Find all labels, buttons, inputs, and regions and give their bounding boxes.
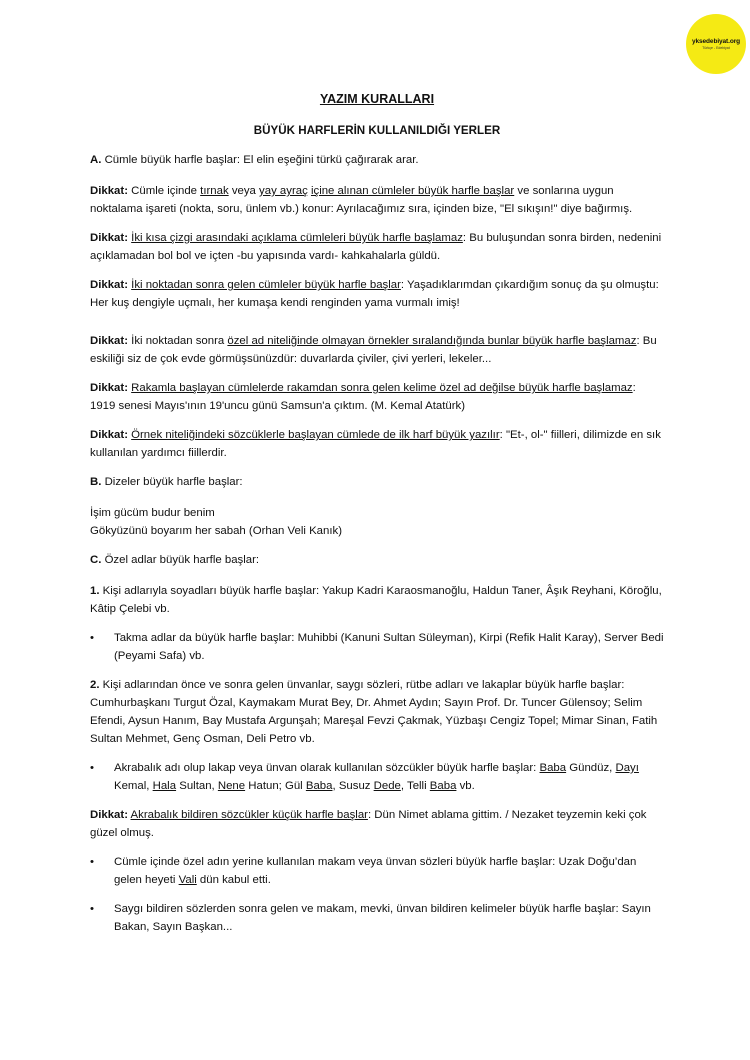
bullet-item	[90, 759, 664, 795]
bullet-underline: Baba	[539, 762, 567, 774]
rule-a-text: Cümle büyük harfle başlar: El elin eşeğini türkü çağırarak arar.	[101, 154, 419, 166]
bullet-text: , Telli	[400, 780, 430, 792]
dikkat-label: Dikkat:	[90, 429, 128, 441]
logo-subtitle: Türkçe - Edebiyat	[702, 45, 730, 50]
dikkat-1-text: veya	[228, 185, 260, 197]
bullet-text: Kemal,	[114, 780, 153, 792]
dikkat-label: Dikkat:	[90, 335, 128, 347]
dikkat-3-text: : Yaşadıklarımdan çıkardığım sonuç da şu olmuştu: Her kuş dengiyle uçmalı, her kumaşa kendi renginden yama vurmalı imiş!	[90, 279, 659, 309]
dikkat-1-text: Cümle içinde	[127, 185, 201, 197]
dikkat-label: Dikkat:	[90, 279, 128, 291]
bullet-item	[90, 629, 664, 665]
dikkat-4-underline: özel ad niteliğinde olmayan örnekler sıralandığında bunlar büyük harfle başlamaz	[227, 335, 637, 347]
site-logo	[686, 14, 746, 74]
dikkat-7-underline: Akrabalık bildiren sözcükler küçük harfle başlar	[130, 809, 368, 821]
bullet-item	[90, 853, 664, 889]
bullet-text: Takma adlar da büyük harfle başlar: Muhibbi (Kanuni Sultan Süleyman), Kirpi (Refik Halit Karay), Server Bedi (Peyami Safa) vb.	[114, 632, 664, 662]
dikkat-label: Dikkat:	[90, 809, 128, 821]
bullet-text: vb.	[456, 780, 475, 792]
bullet-text: Cümle içinde özel adın yerine kullanılan makam veya ünvan sözleri büyük harfle başlar: Uzak Doğu’dan gelen heyeti	[114, 856, 637, 886]
dikkat-5-underline: Rakamla başlayan cümlelerde rakamdan sonra gelen kelime özel ad değilse büyük harfle başlamaz	[131, 382, 633, 394]
dikkat-2-underline: İki kısa çizgi arasındaki açıklama cümleleri büyük harfle başlamaz	[131, 232, 463, 244]
bullet-underline: Dayı	[615, 762, 639, 774]
bullet-text: Saygı bildiren sözlerden sonra gelen ve makam, mevki, ünvan bildiren kelimeler büyük harfle başlar: Sayın Bakan, Sayın Başkan...	[114, 903, 651, 933]
rule-a	[90, 151, 664, 169]
rule-c	[90, 551, 664, 569]
bullet-underline: Vali	[178, 874, 197, 886]
rule-c-2-text: Kişi adlarından önce ve sonra gelen ünvanlar, saygı sözleri, rütbe adları ve lakaplar büyük harfle başlar: Cumhurbaşkanı Turgut Özal, Kaymakam Murat Bey, Dr. Ahmet Aydın; Sayın Prof. Dr. Tuncer Gülensoy; Selim Efendi, Aysun Hanım, Bay Mustafa Argunşah; Mareşal Fevzi Çakmak, Yüzbaşı Cengiz Topel; Mimar Sinan, Fatih Sultan Mehmet, Genç Osman, Deli Petro vb.	[90, 679, 658, 745]
dikkat-1-underline: yay ayraç	[259, 185, 308, 197]
dikkat-5	[90, 379, 664, 415]
dikkat-3-underline: İki noktadan sonra gelen cümleler büyük harfle başlar	[131, 279, 401, 291]
dikkat-6-underline: Örnek niteliğindeki sözcüklerle başlayan cümlede de ilk harf büyük yazılır	[131, 429, 500, 441]
rule-a-label: A.	[90, 154, 102, 166]
bullet-dot: •	[90, 632, 94, 644]
bullet-text: dün kabul etti.	[196, 874, 271, 886]
rule-b-text: Dizeler büyük harfle başlar:	[101, 476, 243, 488]
poem-lines	[90, 504, 664, 540]
dikkat-label: Dikkat:	[90, 232, 128, 244]
rule-c-1-text: Kişi adlarıyla soyadları büyük harfle başlar: Yakup Kadri Karaosmanoğlu, Haldun Taner, Âşık Reyhani, Köroğlu, Kâtip Çelebi vb.	[90, 585, 662, 615]
dikkat-4-text: : Bu eskiliği siz de çok evde görmüşsünüzdür: duvarlarda çiviler, çivi yerleri, lekeler...	[90, 335, 657, 365]
bullet-text: Gündüz,	[566, 762, 616, 774]
logo-site-name: yksedebiyat.org	[692, 37, 740, 45]
dikkat-4	[90, 332, 664, 368]
rule-c-2	[90, 676, 664, 748]
rule-c-text: Özel adlar büyük harfle başlar:	[101, 554, 260, 566]
bullet-underline: Baba	[305, 780, 333, 792]
rule-b-label: B.	[90, 476, 102, 488]
bullet-item	[90, 900, 664, 936]
bullet-dot: •	[90, 762, 94, 774]
poem-line-2: Gökyüzünü boyarım her sabah (Orhan Veli Kanık)	[90, 525, 342, 537]
rule-c-2-label: 2.	[90, 679, 100, 691]
bullet-text: Akrabalık adı olup lakap veya ünvan olarak kullanılan sözcükler büyük harfle başlar:	[114, 762, 540, 774]
section-heading: BÜYÜK HARFLERİN KULLANILDIĞI YERLER	[253, 124, 501, 137]
dikkat-7-text: : Dün Nimet ablama gittim. / Nezaket teyzemin keki çok güzel olmuş.	[90, 809, 647, 839]
bullet-text: , Susuz	[332, 780, 374, 792]
bullet-dot: •	[90, 903, 94, 915]
dikkat-6	[90, 426, 664, 462]
rule-c-label: C.	[90, 554, 102, 566]
document-title: YAZIM KURALLARI	[319, 92, 435, 106]
dikkat-2-text: : Bu buluşundan sonra birden, nedenini açıklamadan bol bol ve içten -bu yapısında vardı- kahkahalarla güldü.	[90, 232, 662, 262]
dikkat-1-underline: içine alınan cümleler büyük harfle başlar	[310, 185, 515, 197]
rule-c-1-label: 1.	[90, 585, 100, 597]
rule-c-1	[90, 582, 664, 618]
dikkat-3	[90, 276, 664, 312]
bullet-text: Hatun; Gül	[245, 780, 306, 792]
dikkat-label: Dikkat:	[90, 382, 128, 394]
bullet-underline: Baba	[429, 780, 457, 792]
dikkat-7	[90, 806, 664, 842]
dikkat-6-text: : "Et-, ol-" fiilleri, dilimizde en sık kullanılan yardımcı fiillerdir.	[90, 429, 661, 459]
poem-line-1: İşim gücüm budur benim	[90, 507, 215, 519]
dikkat-1-text: ve sonlarına uygun noktalama işareti (nokta, soru, ünlem vb.) konur: Ayrılacağımız sıra, içinden bize, "El sıkışın!" diye bağırmış.	[90, 185, 633, 215]
dikkat-2	[90, 229, 664, 265]
bullet-underline: Nene	[217, 780, 246, 792]
bullet-dot: •	[90, 856, 94, 868]
rule-b	[90, 473, 664, 491]
dikkat-4-text: İki noktadan sonra	[127, 335, 228, 347]
bullet-text: Sultan,	[176, 780, 218, 792]
dikkat-1-underline: tırnak	[200, 185, 229, 197]
document-body	[90, 90, 664, 947]
bullet-underline: Dede	[373, 780, 401, 792]
bullet-underline: Hala	[152, 780, 177, 792]
dikkat-label: Dikkat:	[90, 185, 128, 197]
dikkat-5-text: : 1919 senesi Mayıs'ının 19'uncu günü Samsun'a çıktım. (M. Kemal Atatürk)	[90, 382, 636, 412]
dikkat-1	[90, 182, 664, 218]
